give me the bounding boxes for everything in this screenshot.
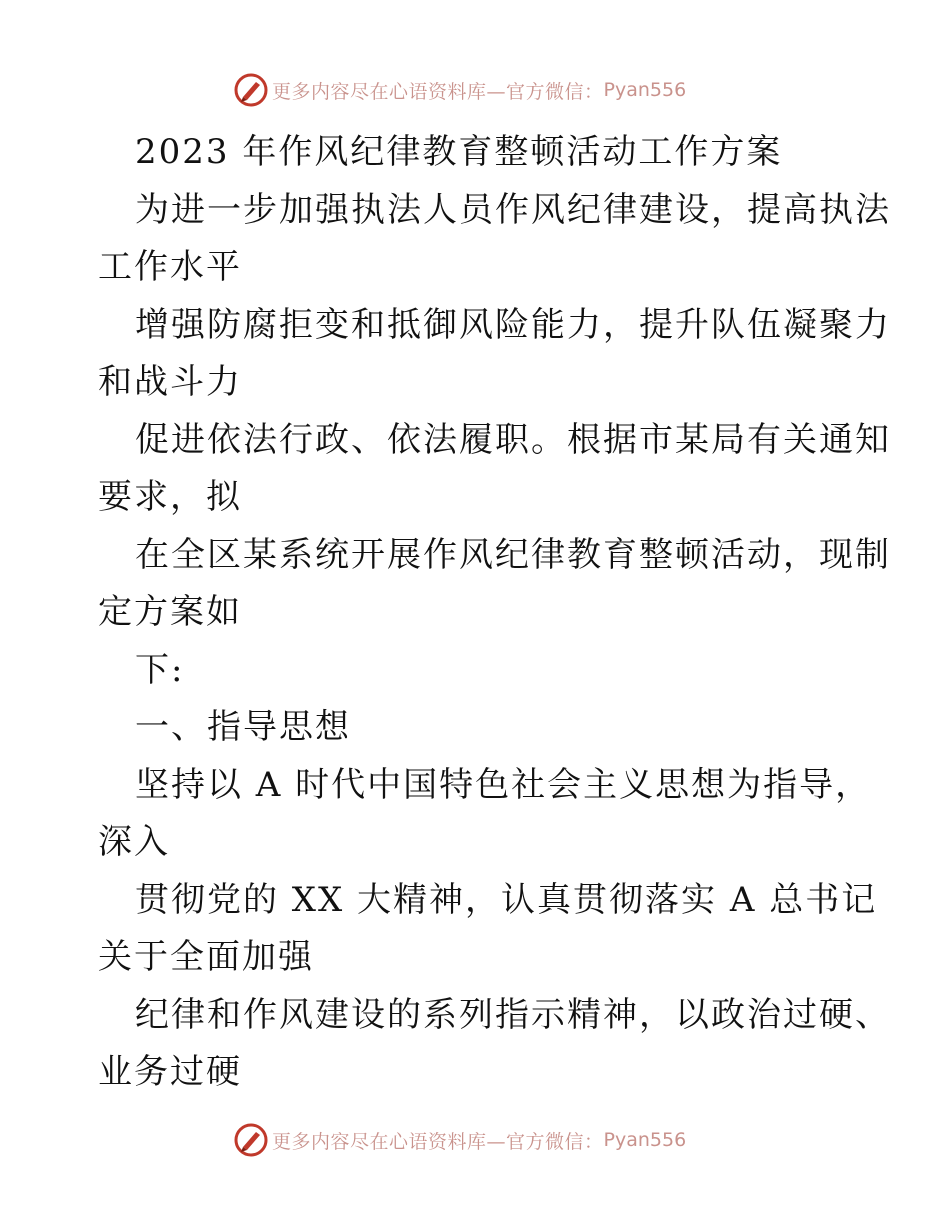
pen-seal-logo-icon bbox=[234, 1123, 268, 1157]
banner-wechat-id: Pyan556 bbox=[603, 79, 687, 101]
document-line: 贯彻党的 XX 大精神，认真贯彻落实 A 总书记 bbox=[135, 879, 878, 920]
banner-wechat-id: Pyan556 bbox=[603, 1129, 687, 1151]
document-line: 坚持以 A 时代中国特色社会主义思想为指导， bbox=[135, 764, 872, 805]
document-line: 工作水平 bbox=[98, 247, 242, 287]
document-line: 增强防腐拒变和抵御风险能力，提升队伍凝聚力 bbox=[135, 304, 891, 345]
document-line: 为进一步加强执法人员作风纪律建设，提高执法 bbox=[135, 189, 891, 230]
document-line: 下: bbox=[135, 649, 185, 690]
document-line: 关于全面加强 bbox=[98, 937, 314, 977]
document-line: 定方案如 bbox=[98, 592, 242, 632]
document-line: 一、指导思想 bbox=[135, 707, 351, 747]
document-body bbox=[98, 124, 891, 1102]
footer-watermark-banner bbox=[234, 1120, 686, 1160]
document-line: 深入 bbox=[98, 822, 170, 862]
document-line: 2023 年作风纪律教育整顿活动工作方案 bbox=[135, 132, 783, 172]
document-line: 和战斗力 bbox=[98, 362, 242, 402]
header-watermark-banner bbox=[234, 70, 686, 110]
document-line: 业务过硬 bbox=[98, 1052, 242, 1092]
document-line: 要求，拟 bbox=[98, 477, 242, 517]
document-line: 在全区某系统开展作风纪律教育整顿活动，现制 bbox=[135, 534, 891, 575]
banner-text: 更多内容尽在心语资料库—官方微信： bbox=[272, 1130, 604, 1153]
document-line: 纪律和作风建设的系列指示精神，以政治过硬、 bbox=[135, 994, 891, 1035]
document-line: 促进依法行政、依法履职。根据市某局有关通知 bbox=[135, 419, 891, 460]
pen-seal-logo-icon bbox=[234, 73, 268, 107]
banner-text: 更多内容尽在心语资料库—官方微信： bbox=[272, 80, 604, 103]
